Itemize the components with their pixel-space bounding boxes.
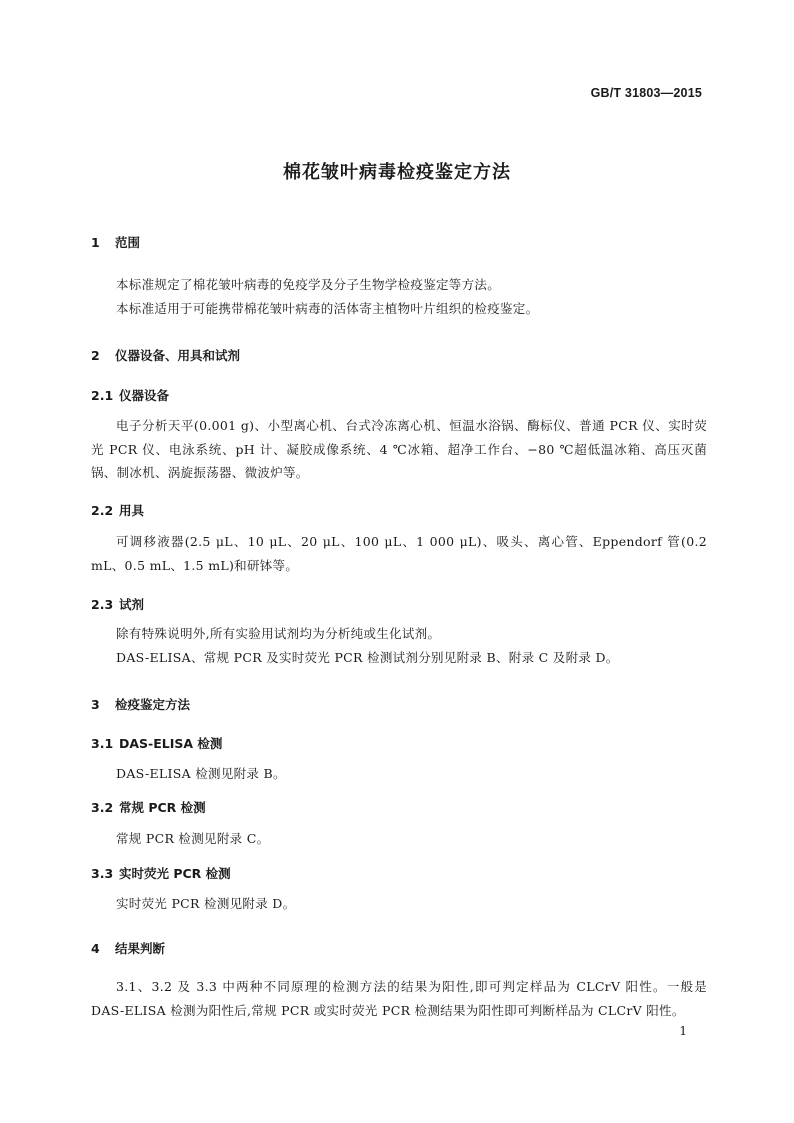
section-title: 结果判断 [115,941,166,956]
section-3-1-paragraph: DAS-ELISA 检测见附录 B。 [116,766,286,781]
section-2-1-heading [91,386,169,404]
section-number: 2 [91,348,100,363]
section-number: 3 [91,697,100,712]
section-number: 1 [91,235,100,250]
section-number: 4 [91,941,100,956]
section-number: 2.2 [91,503,114,518]
section-title: 检疫鉴定方法 [115,697,191,712]
section-3-3-heading [91,864,231,882]
section-2-3-paragraph-1: 除有特殊说明外,所有实验用试剂均为分析纯或生化试剂。 [116,626,441,641]
section-title: 用具 [119,503,145,518]
section-number: 3.2 [91,800,114,815]
section-title: DAS-ELISA 检测 [119,736,223,751]
page-number: 1 [679,1024,687,1038]
section-1-heading [91,233,140,251]
section-1-paragraph-2: 本标准适用于可能携带棉花皱叶病毒的活体寄主植物叶片组织的检疫鉴定。 [116,301,539,316]
section-3-3-paragraph: 实时荧光 PCR 检测见附录 D。 [116,896,296,911]
section-2-2-paragraph: 可调移液器(2.5 μL、10 μL、20 μL、100 μL、1 000 μL)、吸头、离心管、Eppendorf 管(0.2 mL、0.5 mL、1.5 mL)和研钵等。 [91,534,707,573]
section-2-2-heading [91,501,144,519]
section-3-heading [91,695,190,713]
section-number: 2.3 [91,597,114,612]
section-number: 2.1 [91,388,114,403]
section-title: 仪器设备 [119,388,170,403]
section-2-1-paragraph: 电子分析天平(0.001 g)、小型离心机、台式冷冻离心机、恒温水浴锅、酶标仪、普通 PCR 仪、实时荧光 PCR 仪、电泳系统、pH 计、凝胶成像系统、4 ℃冰箱、超净工作台、−80 ℃超低温冰箱、高压灭菌锅、制冰机、涡旋振荡器、微波炉等。 [91,418,707,480]
section-1-paragraph-1: 本标准规定了棉花皱叶病毒的免疫学及分子生物学检疫鉴定等方法。 [116,277,501,292]
section-title: 范围 [115,235,141,250]
document-title: 棉花皱叶病毒检疫鉴定方法 [283,162,511,183]
section-number: 3.3 [91,866,114,881]
section-4-paragraph: 3.1、3.2 及 3.3 中两种不同原理的检测方法的结果为阳性,即可判定样品为 CLCrV 阳性。一般是 DAS-ELISA 检测为阳性后,常规 PCR 或实时荧光 PCR 检测结果为阳性即可判断样品为 CLCrV 阳性。 [91,979,707,1018]
section-title: 试剂 [119,597,145,612]
section-3-2-paragraph: 常规 PCR 检测见附录 C。 [116,831,270,846]
section-2-3-heading [91,595,144,613]
section-title: 常规 PCR 检测 [119,800,206,815]
standard-code: GB/T 31803—2015 [590,86,702,100]
section-title: 仪器设备、用具和试剂 [115,348,241,363]
section-4-heading [91,939,165,957]
section-2-3-paragraph-2: DAS-ELISA、常规 PCR 及实时荧光 PCR 检测试剂分别见附录 B、附录 C 及附录 D。 [116,650,619,665]
section-3-1-heading [91,734,222,752]
section-number: 3.1 [91,736,114,751]
section-2-heading [91,346,240,364]
section-3-2-heading [91,798,206,816]
section-title: 实时荧光 PCR 检测 [119,866,231,881]
